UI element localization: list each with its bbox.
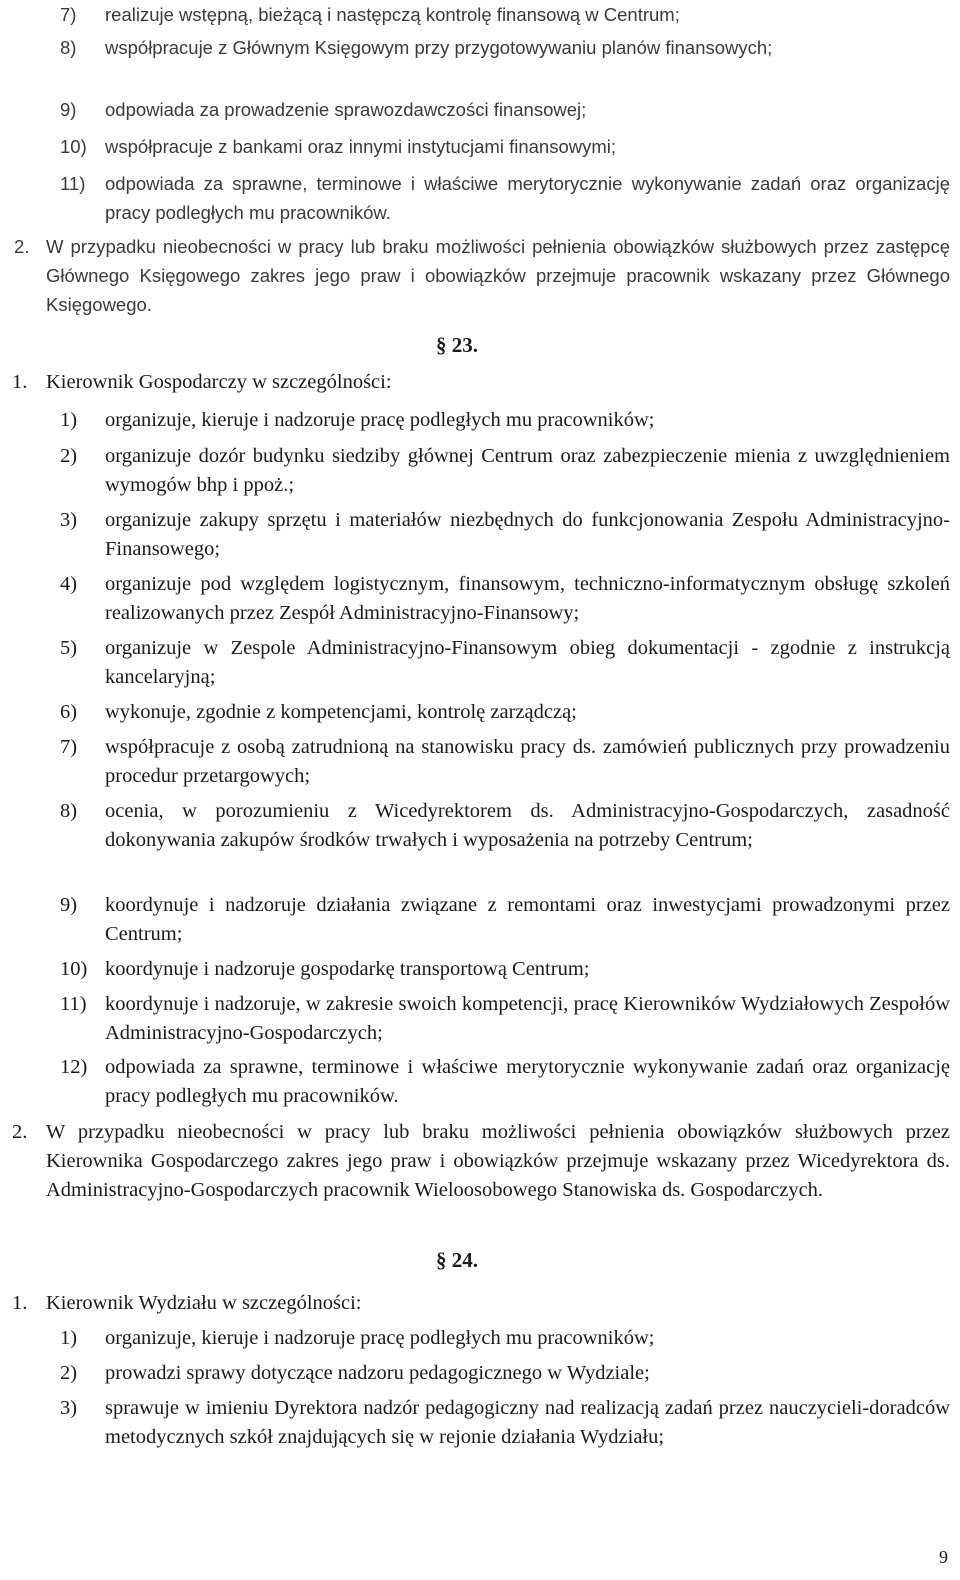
paragraph-point — [12, 368, 950, 397]
item-number: 5) — [60, 637, 78, 659]
paragraph-point — [12, 1289, 950, 1318]
list-item — [60, 33, 950, 62]
list-item — [60, 698, 950, 727]
item-text: współpracuje z bankami oraz innymi instytucjami finansowymi; — [105, 136, 616, 157]
item-text: sprawuje w imieniu Dyrektora nadzór pedagogiczny nad realizacją zadań przez nauczycieli-doradców metodycznych szkół znajdujących się w rejonie działania Wydziału; — [105, 1397, 950, 1448]
list-item — [60, 0, 950, 29]
section-heading: § 23. — [436, 333, 478, 357]
item-text: koordynuje i nadzoruje gospodarkę transportową Centrum; — [105, 958, 590, 980]
item-text: realizuje wstępną, bieżącą i następczą kontrolę finansową w Centrum; — [105, 4, 680, 25]
item-number: 2) — [60, 1362, 78, 1384]
point-text: Kierownik Wydziału w szczególności: — [46, 1292, 362, 1314]
item-text: organizuje pod względem logistycznym, finansowym, techniczno-informatycznym obsługę szkoleń realizowanych przez Zespół Administracyjno-Finansowy; — [105, 573, 950, 624]
section-heading: § 24. — [436, 1248, 478, 1272]
item-number: 8) — [60, 800, 78, 822]
item-number: 2) — [60, 445, 78, 467]
page-number: 9 — [939, 1547, 948, 1567]
item-number: 7) — [60, 736, 78, 758]
item-text: odpowiada za sprawne, terminowe i właściwe merytorycznie wykonywanie zadań oraz organizację pracy podległych mu pracowników. — [105, 1056, 950, 1107]
paragraph-point — [14, 232, 950, 319]
item-number: 9) — [60, 894, 78, 916]
item-text: organizuje w Zespole Administracyjno-Finansowym obieg dokumentacji - zgodnie z instrukcją kancelaryjną; — [105, 637, 950, 688]
item-text: odpowiada za prowadzenie sprawozdawczości finansowej; — [105, 99, 587, 120]
item-number: 9) — [60, 99, 77, 120]
item-number: 7) — [60, 4, 77, 25]
list-item — [60, 891, 950, 949]
point-text: W przypadku nieobecności w pracy lub braku możliwości pełnienia obowiązków służbowych przez zastępcę Głównego Księgowego zakres jego praw i obowiązków przejmuje pracownik wskazany przez Głównego Księgowego. — [46, 236, 950, 315]
list-item — [60, 1394, 950, 1452]
item-text: wykonuje, zgodnie z kompetencjami, kontrolę zarządczą; — [105, 701, 577, 723]
item-number: 8) — [60, 37, 77, 58]
list-item — [60, 132, 950, 161]
item-text: prowadzi sprawy dotyczące nadzoru pedagogicznego w Wydziale; — [105, 1362, 650, 1384]
list-item — [60, 506, 950, 564]
item-number: 6) — [60, 701, 78, 723]
item-number: 11) — [60, 993, 87, 1015]
list-item — [60, 169, 950, 227]
paragraph-point — [12, 1118, 950, 1205]
list-item — [60, 990, 950, 1048]
item-text: organizuje, kieruje i nadzoruje pracę podległych mu pracowników; — [105, 1327, 655, 1349]
item-number: 10) — [60, 958, 88, 980]
item-text: odpowiada za sprawne, terminowe i właściwe merytorycznie wykonywanie zadań oraz organizację pracy podległych mu pracowników. — [105, 173, 950, 223]
item-number: 10) — [60, 136, 87, 157]
point-number: 2. — [14, 236, 30, 257]
list-item — [60, 1359, 950, 1388]
item-number: 1) — [60, 1327, 78, 1349]
item-text: organizuje zakupy sprzętu i materiałów niezbędnych do funkcjonowania Zespołu Administracyjno-Finansowego; — [105, 509, 950, 560]
item-text: koordynuje i nadzoruje działania związane z remontami oraz inwestycjami prowadzonymi przez Centrum; — [105, 894, 950, 945]
item-text: współpracuje z Głównym Księgowym przy przygotowywaniu planów finansowych; — [105, 37, 773, 58]
item-text: koordynuje i nadzoruje, w zakresie swoich kompetencji, pracę Kierowników Wydziałowych Zespołów Administracyjno-Gospodarczych; — [105, 993, 950, 1044]
list-item — [60, 733, 950, 791]
item-number: 3) — [60, 1397, 78, 1419]
list-item — [60, 1324, 950, 1353]
item-number: 4) — [60, 573, 78, 595]
item-text: organizuje, kieruje i nadzoruje pracę podległych mu pracowników; — [105, 409, 655, 431]
list-item — [60, 634, 950, 692]
item-text: współpracuje z osobą zatrudnioną na stanowisku pracy ds. zamówień publicznych przy prowadzeniu procedur przetargowych; — [105, 736, 950, 787]
list-item — [60, 570, 950, 628]
list-item — [60, 797, 950, 855]
list-item — [60, 406, 950, 435]
item-number: 11) — [60, 173, 86, 194]
point-text: W przypadku nieobecności w pracy lub braku możliwości pełnienia obowiązków służbowych przez Kierownika Gospodarczego zakres jego praw i obowiązków przejmuje wskazany przez Wicedyrektora ds. Administracyjno-Gospodarczych pracownik Wieloosobowego Stanowiska ds. Gospodarczych. — [46, 1121, 950, 1201]
list-item — [60, 442, 950, 500]
list-item — [60, 955, 950, 984]
item-number: 12) — [60, 1056, 88, 1078]
point-number: 1. — [12, 371, 28, 393]
item-text: ocenia, w porozumieniu z Wicedyrektorem ds. Administracyjno-Gospodarczych, zasadność dokonywania zakupów środków trwałych i wyposażenia na potrzeby Centrum; — [105, 800, 950, 851]
item-number: 1) — [60, 409, 78, 431]
point-number: 1. — [12, 1292, 28, 1314]
item-text: organizuje dozór budynku siedziby głównej Centrum oraz zabezpieczenie mienia z uwzględnieniem wymogów bhp i ppoż.; — [105, 445, 950, 496]
list-item — [60, 1053, 950, 1111]
list-item — [60, 95, 950, 124]
item-number: 3) — [60, 509, 78, 531]
point-number: 2. — [12, 1121, 28, 1143]
point-text: Kierownik Gospodarczy w szczególności: — [46, 371, 392, 393]
